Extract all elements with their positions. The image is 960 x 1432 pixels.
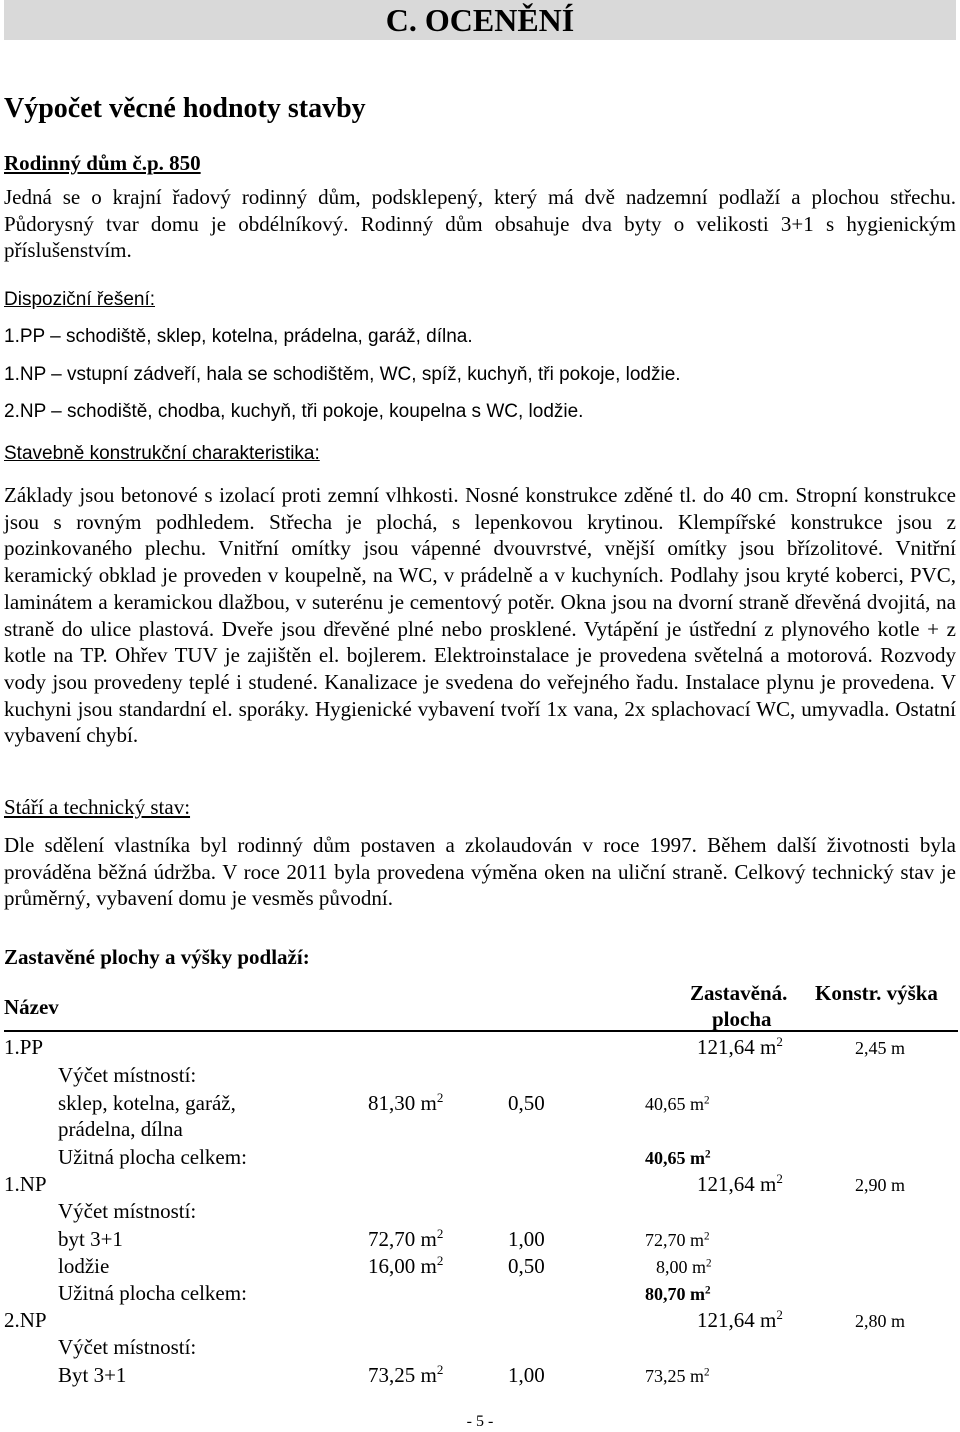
table-header-rule — [4, 1030, 958, 1032]
floor-area: 121,64 $m^2$ — [697, 1307, 783, 1332]
col-height-header: Konstr. výška — [815, 981, 938, 1005]
building-heading: Rodinný dům č.p. 850 — [4, 151, 201, 175]
col-name-header: Název — [4, 995, 59, 1019]
room-usable: 72,70 $m^2$ — [645, 1230, 710, 1250]
usable-total-label: Užitná plocha celkem: — [58, 1281, 247, 1305]
layout-heading: Dispoziční řešení: — [4, 289, 156, 310]
room-area: 72,70 $m^2$ — [368, 1226, 444, 1251]
room-name: byt 3+1 — [58, 1227, 123, 1251]
room-area: 73,25 $m^2$ — [368, 1362, 444, 1387]
usable-total: 40,65 $m^2$ — [645, 1148, 711, 1168]
usable-total: 80,70 $m^2$ — [645, 1284, 711, 1304]
construction-heading: Stavebně konstrukční charakteristika: — [4, 443, 320, 464]
room-usable: 8,00 $m^2$ — [656, 1257, 712, 1277]
room-area: 16,00 $m^2$ — [368, 1253, 444, 1278]
floor-area: 121,64 $m^2$ — [697, 1171, 783, 1196]
floor-height: 2,90 m — [855, 1175, 906, 1195]
room-usable: 73,25 $m^2$ — [645, 1366, 710, 1386]
col-area-header-2: plocha — [712, 1007, 772, 1031]
room-usable: 40,65 $m^2$ — [645, 1094, 710, 1114]
construction-paragraph: Základy jsou betonové s izolací proti zemní vlhkosti. Nosné konstrukce zděné tl. do 40 cm. Stropní konstrukce jsou s rovným podhledem. Střecha je plochá, s lepenkovou krytinou. Klempířské konstrukce jsou z pozinkovaného plechu. Vnitřní omítky jsou vápenné dvouvrstvé, vnější omítky jsou břízolitové. Vnitřní keramický obklad je proveden v koupelně, na WC, v prádelně a v kuchyních. Podlahy jsou kryté koberci, PVC, laminátem a keramickou dlažbou, v suterénu je cementový potěr. Okna jsou na dvorní straně dřevěná dvojitá, na straně do ulice plastová. Dveře jsou dřevěné plné nebo prosklené. Vytápění je ústřední z plynového kotle + z kotle na TP. Ohřev TUV je zajištěn el. bojlerem. Elektroinstalace je provedena světelná a motorová. Rozvody vody jsou provedeny teplé i studené. Kanalizace je svedena do veřejného řadu. Instalace plynu je provedena. V kuchyni jsou standardní el. sporáky. Hygienické vybavení tvoří 1x vana, 2x splachovací WC, umyvadla. Ostatní vybavení chybí. — [4, 483, 956, 748]
room-coef: 0,50 — [508, 1091, 545, 1115]
section-title: C. OCENĚNÍ — [385, 2, 575, 38]
age-heading: Stáří a technický stav: — [4, 795, 191, 819]
room-area: 81,30 $m^2$ — [368, 1090, 444, 1115]
rooms-label: Výčet místností: — [58, 1063, 197, 1087]
rooms-label: Výčet místností: — [58, 1199, 197, 1223]
age-paragraph: Dle sdělení vlastníka byl rodinný dům postaven a zkolaudován v roce 1997. Během další životnosti byla prováděna běžná údržba. V roce 2011 byla provedena výměna oken na uliční straně. Celkový technický stav je průměrný, vybavení domu je vesměs původní. — [4, 833, 956, 910]
usable-total-label: Užitná plocha celkem: — [58, 1145, 247, 1169]
room-name: lodžie — [58, 1254, 110, 1278]
layout-line-2np: 2.NP – schodiště, chodba, kuchyň, tři pokoje, koupelna s WC, lodžie. — [4, 401, 584, 422]
room-name: Byt 3+1 — [58, 1363, 127, 1387]
floor-height: 2,45 m — [855, 1038, 906, 1058]
page-number: - 5 - — [466, 1413, 494, 1430]
intro-paragraph: Jedná se o krajní řadový rodinný dům, podsklepený, který má dvě nadzemní podlaží a plochou střechu. Půdorysný tvar domu je obdélníkový. Rodinný dům obsahuje dva byty o velikosti 3+1 s hygienickým příslušenstvím. — [4, 185, 956, 262]
floor-name: 1.PP — [4, 1035, 44, 1059]
col-area-header-1: Zastavěná. — [690, 981, 788, 1005]
room-name-cont: prádelna, dílna — [58, 1117, 183, 1141]
room-name: sklep, kotelna, garáž, — [58, 1091, 236, 1115]
layout-line-1np: 1.NP – vstupní zádveří, hala se schodištěm, WC, spíž, kuchyň, tři pokoje, lodžie. — [4, 364, 681, 385]
rooms-label: Výčet místností: — [58, 1335, 197, 1359]
floor-name: 2.NP — [4, 1308, 47, 1332]
floor-area: 121,64 $m^2$ — [697, 1034, 783, 1059]
floor-height: 2,80 m — [855, 1311, 906, 1331]
room-coef: 0,50 — [508, 1254, 545, 1278]
floors-heading: Zastavěné plochy a výšky podlaží: — [4, 945, 310, 969]
room-coef: 1,00 — [508, 1227, 545, 1251]
page-heading: Výpočet věcné hodnoty stavby — [4, 93, 366, 124]
room-coef: 1,00 — [508, 1363, 545, 1387]
layout-line-1pp: 1.PP – schodiště, sklep, kotelna, prádelna, garáž, dílna. — [4, 326, 473, 347]
floor-name: 1.NP — [4, 1172, 47, 1196]
